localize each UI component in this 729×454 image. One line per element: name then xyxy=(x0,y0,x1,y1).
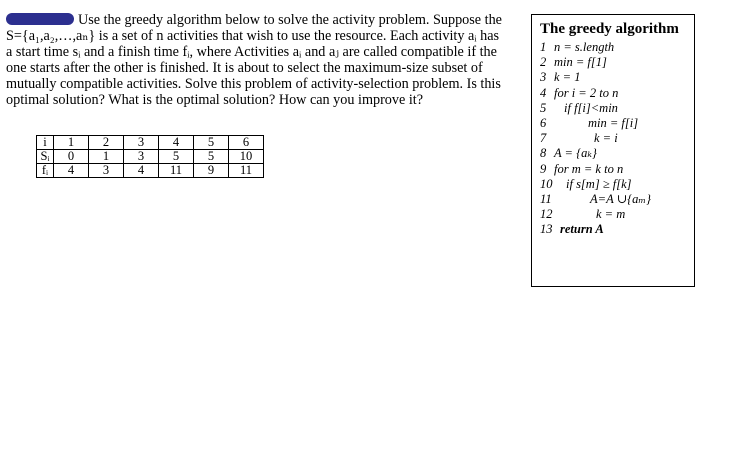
line-code: k = m xyxy=(596,207,626,222)
algorithm-line xyxy=(540,207,694,222)
line-number: 5 xyxy=(540,100,547,115)
table-cell: 4 xyxy=(54,164,89,178)
row-label: i xyxy=(37,136,54,150)
algorithm-line xyxy=(540,55,694,70)
line-code: for m = k to n xyxy=(554,161,624,176)
problem-line: one starts after the other is finished. It is about to select the maximum-size subset of xyxy=(6,60,483,76)
table-cell: 11 xyxy=(229,164,264,178)
algorithm-lines xyxy=(540,40,694,238)
line-code: A=A ∪{aₘ} xyxy=(590,192,651,207)
algorithm-line xyxy=(540,116,694,131)
line-code: for i = 2 to n xyxy=(554,85,619,100)
algorithm-line xyxy=(540,101,694,116)
algorithm-title: The greedy algorithm xyxy=(540,21,679,37)
line-code: min = f[i] xyxy=(588,116,639,131)
algorithm-box xyxy=(531,14,695,287)
table-cell: 4 xyxy=(159,136,194,150)
line-number: 12 xyxy=(540,207,553,222)
line-code: if s[m] ≥ f[k] xyxy=(566,176,632,191)
line-code: A = {aₖ} xyxy=(554,146,597,161)
line-number: 1 xyxy=(540,40,547,54)
table-cell: 0 xyxy=(54,150,89,164)
table-cell: 2 xyxy=(89,136,124,150)
table-cell: 6 xyxy=(229,136,264,150)
table-cell: 1 xyxy=(54,136,89,150)
redaction-mark xyxy=(6,13,74,25)
line-code: k = i xyxy=(594,131,618,146)
table-cell: 3 xyxy=(124,136,159,150)
table-cell: 4 xyxy=(124,164,159,178)
table-cell: 3 xyxy=(124,150,159,164)
algorithm-line xyxy=(540,222,694,237)
table-row xyxy=(37,136,264,150)
table-cell: 9 xyxy=(194,164,229,178)
line-number: 9 xyxy=(540,161,547,176)
line-number: 2 xyxy=(540,55,547,70)
table-cell: 5 xyxy=(159,150,194,164)
line-number: 4 xyxy=(540,85,547,100)
line-number: 3 xyxy=(540,70,547,85)
row-label: fᵢ xyxy=(37,164,54,178)
row-label: Sᵢ xyxy=(37,150,54,164)
line-number: 13 xyxy=(540,222,553,237)
algorithm-line xyxy=(540,131,694,146)
algorithm-line xyxy=(540,177,694,192)
line-number: 11 xyxy=(540,192,552,207)
line-number: 7 xyxy=(540,131,547,146)
algorithm-line xyxy=(540,146,694,161)
line-number: 8 xyxy=(540,146,547,161)
line-code: if f[i]<min xyxy=(564,100,618,115)
problem-line: optimal solution? What is the optimal solution? How can you improve it? xyxy=(6,92,424,108)
algorithm-line xyxy=(540,70,694,85)
problem-line: a start time sᵢ and a finish time fᵢ, where Activities aᵢ and aⱼ are called compatible if the xyxy=(6,44,497,60)
line-code: return A xyxy=(560,222,604,237)
table-cell: 5 xyxy=(194,136,229,150)
problem-line: Use the greedy algorithm below to solve the activity problem. Suppose the xyxy=(6,12,522,28)
table-cell: 3 xyxy=(89,164,124,178)
algorithm-line xyxy=(540,86,694,101)
table-row xyxy=(37,150,264,164)
table-row xyxy=(37,164,264,178)
line-number: 6 xyxy=(540,116,547,131)
line-number: 10 xyxy=(540,176,553,191)
table-cell: 5 xyxy=(194,150,229,164)
line-code: k = 1 xyxy=(554,70,581,85)
table-cell: 11 xyxy=(159,164,194,178)
line-code: min = f[1] xyxy=(554,55,607,70)
table-cell: 10 xyxy=(229,150,264,164)
table-cell: 1 xyxy=(89,150,124,164)
algorithm-line xyxy=(540,192,694,207)
activity-table xyxy=(36,135,264,178)
problem-line: S={a₁,a₂,…,aₙ} is a set of n activities that wish to use the resource. Each activity aᵢ has xyxy=(6,28,500,44)
algorithm-line xyxy=(540,162,694,177)
algorithm-line xyxy=(540,40,694,55)
problem-statement xyxy=(6,12,522,108)
problem-line: mutually compatible activities. Solve this problem of activity-selection problem. Is this xyxy=(6,76,501,92)
line-code: n = s.length xyxy=(554,40,615,54)
